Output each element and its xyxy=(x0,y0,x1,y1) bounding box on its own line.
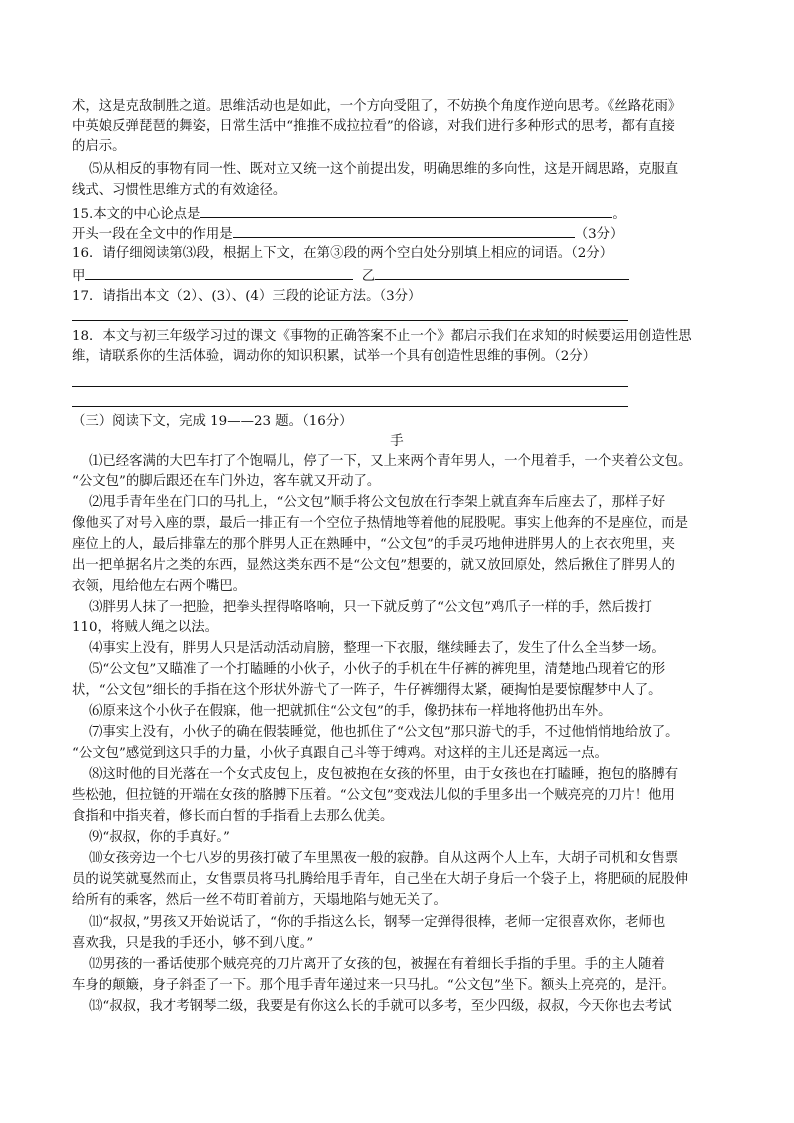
story-line: 给所有的乘客，然后一丝不苟盯着前方，天塌地陷与她无关了。 xyxy=(72,893,447,908)
story-line: 车身的颠簸，身子斜歪了一下。那个甩手青年递过来一只马扎。“公文包”坐下。额头上亮亮的，是汗。 xyxy=(72,978,675,993)
answer-line-18[interactable] xyxy=(72,386,628,387)
story-line: ⑻这时他的目光落在一个女式皮包上，皮包被抱在女孩的怀里，由于女孩也在打瞌睡，抱包的胳膊有 xyxy=(89,767,679,782)
story-line: 喜欢我，只是我的手还小，够不到八度。” xyxy=(72,936,314,951)
answer-blank-yi[interactable] xyxy=(375,265,629,280)
question-15-thesis-label: 15.本文的中心论点是 xyxy=(72,207,201,222)
question-16-blanks xyxy=(72,265,629,287)
story-line: ⑵甩手青年坐在门口的马扎上，“公文包”顺手将公文包放在行李架上就直奔车后座去了，那样子好 xyxy=(89,495,666,510)
blank-label-jia: 甲 xyxy=(72,269,86,284)
story-line: ⑴已经客满的大巴车打了个饱嗝儿，停了一下，又上来两个青年男人，一个甩着手，一个夹着公文包。 xyxy=(89,454,692,469)
question-15-thesis-end: 。 xyxy=(612,207,626,222)
question-15-thesis xyxy=(72,203,626,225)
story-line: ⑺事实上没有，小伙子的确在假装睡觉，他也抓住了“公文包”那只游弋的手，不过他悄悄地给放了。 xyxy=(89,725,679,740)
story-line: ⑽女孩旁边一个七八岁的男孩打破了车里黑夜一般的寂静。自从这两个人上车，大胡子司机和女售票 xyxy=(89,851,679,866)
blank-label-yi: 乙 xyxy=(361,269,376,284)
question-15-score: （3分） xyxy=(574,227,624,242)
essay-line: 的启示。 xyxy=(72,139,126,154)
paragraph-5-line: ⑸从相反的事物有同一性、既对立又统一这个前提出发，明确思维的多向性，这是开阔思路，克服直 xyxy=(89,162,679,177)
story-line: ⑶胖男人抹了一把脸，把拳头捏得咯咯响，只一下就反剪了“公文包”鸡爪子一样的手，然后拨打 xyxy=(89,600,652,615)
story-line: ⑼“叔叔，你的手真好。” xyxy=(89,830,230,845)
paragraph-5-line: 线式、习惯性思维方式的有效途径。 xyxy=(72,183,287,198)
story-line: “公文包”感觉到这只手的力量，小伙子真跟自己斗等于缚鸡。对这样的主儿还是离远一点。 xyxy=(72,746,608,761)
essay-line: 术，这是克敌制胜之道。思维活动也是如此，一个方向受阻了，不妨换个角度作逆向思考。《丝路花雨》 xyxy=(72,99,682,114)
question-16: 16．请仔细阅读第⑶段，根据上下文，在第③段的两个空白处分别填上相应的词语。（2分） xyxy=(72,246,614,261)
story-line: “公文包”的脚后跟还在车门外边，客车就又开动了。 xyxy=(72,474,381,489)
story-line: 衣领，甩给他左右两个嘴巴。 xyxy=(72,579,247,594)
answer-blank-jia[interactable] xyxy=(85,265,353,280)
story-line: ⑷事实上没有，胖男人只是活动活动肩膀，整理一下衣服，继续睡去了，发生了什么全当梦一场。 xyxy=(89,641,665,656)
story-line: 座位上的人，最后排靠左的那个胖男人正在熟睡中，“公文包”的手灵巧地伸进胖男人的上衣衣兜里，夹 xyxy=(72,537,675,552)
story-line: ⑿男孩的一番话使那个贼亮亮的刀片离开了女孩的包，被握在有着细长手指的手里。手的主人随着 xyxy=(89,957,665,972)
story-line: ⑸“公文包”又瞄准了一个打瞌睡的小伙子，小伙子的手机在牛仔裤的裤兜里，清楚地凸现着它的形 xyxy=(89,662,666,677)
answer-blank-15-thesis[interactable] xyxy=(200,203,612,218)
section-3-heading: （三）阅读下文，完成 19——23 题。（16分） xyxy=(72,414,353,429)
story-line: 食指和中指夹着，修长而白皙的手指看上去那么优美。 xyxy=(72,809,394,824)
story-title: 手 xyxy=(390,434,404,449)
story-line: 状，“公文包”细长的手指在这个形状外游弋了一阵子，牛仔裤绷得太紧，硬掏怕是要惊醒梦中人了。 xyxy=(72,683,662,698)
story-line: ⑾“叔叔，”男孩又开始说话了，“你的手指这么长，钢琴一定弹得很棒，老师一定很喜欢你，老师也 xyxy=(89,915,666,930)
story-line: 员的说笑就戛然而止，女售票员将马扎腾给甩手青年，自己坐在大胡子身后一个袋子上，将肥硕的屁股伸 xyxy=(72,872,688,887)
story-line: 些松弛，但拉链的开端在女孩的胳膊下压着。“公文包”变戏法儿似的手里多出一个贼亮亮的刀片！他用 xyxy=(72,788,675,803)
question-18-line: 维，请联系你的生活体验，调动你的知识积累，试举一个具有创造性思维的事例。（2分） xyxy=(72,349,597,364)
story-line: ⑹原来这个小伙子在假寐，他一把就抓住“公文包”的手，像扔抹布一样地将他扔出车外。 xyxy=(89,704,612,719)
story-line: 110，将贼人绳之以法。 xyxy=(72,620,219,635)
answer-line-17[interactable] xyxy=(72,320,628,321)
question-15-opening-label: 开头一段在全文中的作用是 xyxy=(72,227,233,242)
question-17: 17．请指出本文（2）、(3）、(4）三段的论证方法。（3分） xyxy=(72,289,422,304)
answer-blank-15-opening[interactable] xyxy=(233,223,575,238)
story-line: 像他买了对号入座的票，最后一排正有一个空位子热情地等着他的屁股呢。事实上他奔的不是座位，而是 xyxy=(72,516,688,531)
essay-line: 中英娘反弹琵琶的舞姿，日常生活中“推推不成拉拉看”的俗谚，对我们进行多种形式的思考，都有直接 xyxy=(72,119,675,134)
question-18-line: 18．本文与初三年级学习过的课文《事物的正确答案不止一个》都启示我们在求知的时候要运用创造性思 xyxy=(72,329,692,344)
story-line: 出一把单据名片之类的东西，显然这类东西不是“公文包”想要的，就又放回原处，然后揪住了胖男人的 xyxy=(72,558,675,573)
story-line: ⒀“叔叔，我才考钢琴二级，我要是有你这么长的手就可以多考，至少四级，叔叔，今天你也去考试 xyxy=(89,999,672,1014)
answer-line-18[interactable] xyxy=(72,406,628,407)
question-15-opening xyxy=(72,223,623,245)
